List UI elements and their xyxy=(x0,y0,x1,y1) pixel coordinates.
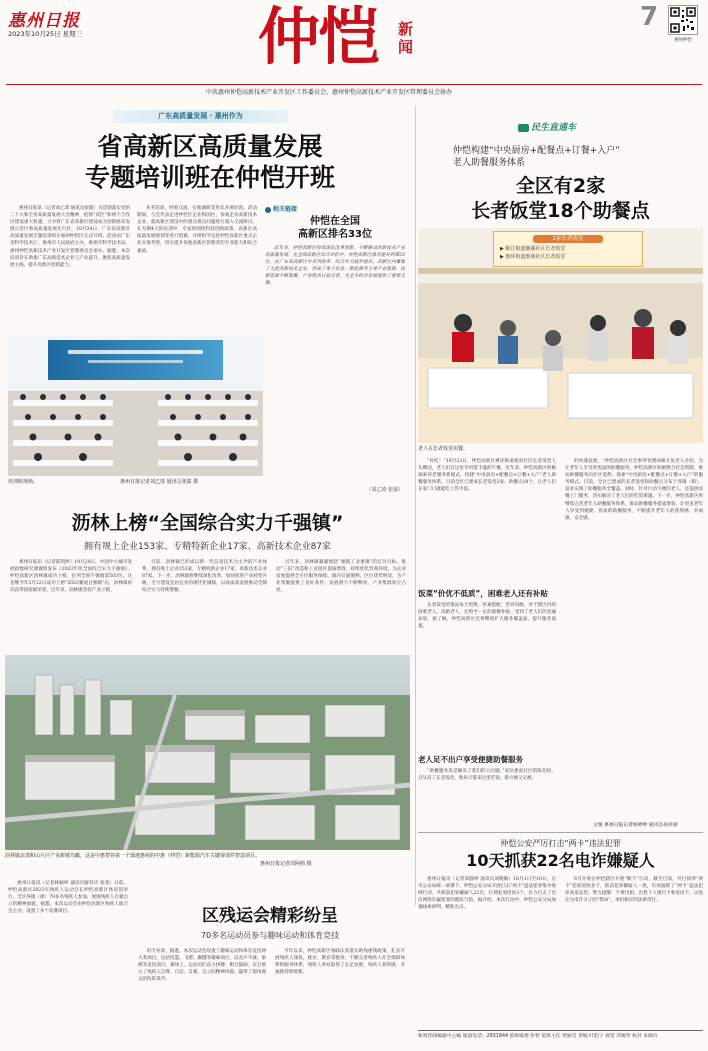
canteen-sign-title: 2家长者饭堂 xyxy=(533,235,603,243)
story-sports-meet xyxy=(0,880,415,1040)
sports-body-3: 今年以来，仲恺高新区残联认真落实助残惠残政策，扎实开展残疾人康复、就业、教育等服务，不断完善残疾人社会保障体系和服务体系，残疾人事业取得了长足发展，残疾人获得感、幸福感持续增强。 xyxy=(275,949,405,976)
story-training-class xyxy=(0,106,415,501)
canteen-headline-2: 长者饭堂18个助餐点 xyxy=(471,200,650,222)
info-icon xyxy=(265,207,271,213)
canteen-col-1 xyxy=(418,458,556,838)
police-body-1: 惠州日报讯（记者邱静婷 通讯员刘晓敏）10月1日至10日，在市公安局统一部署下，仲恺公安分局开展打击“两卡”违法犯罪集中收网行动，共抓获犯罪嫌疑人22名，打掉犯罪团伙3个，有力打击了电信网络诈骗犯罪的嚣张气焰。据介绍，本次行动中，仲恺公安分局加强线索研判，精准出击。 xyxy=(418,877,556,911)
issue-date: 2023年10月25日 星期三 xyxy=(8,30,83,38)
related-label-text: 相关链接 xyxy=(273,206,298,213)
lilin-body-1: 惠州日报讯（记者陈凯婷）10月20日，中国中小城市发展指数研究课题组发布《2023年度全国综合实力千强镇》，仲恺高新区沥林镇成功上榜，位列全国千强镇第503位。这是继今年3月22日成功上榜“2023赛迪百强镇”后，沥林镇再次获得国家级荣誉。近年来，沥林镇坚持产业立镇。 xyxy=(10,560,132,594)
story-tag xyxy=(113,110,288,123)
lilin-photo-credit: 惠州日报记者周阿萌 摄 xyxy=(260,861,312,867)
lilin-body-3: 近年来，沥林镇紧紧围绕“强镇工业重镇”的定位目标，推动“三旧”改造和工业园区提质增效，持续优化营商环境，为企业发展提供全方位服务保障。镇内交通便利，区位优势明显，为产业集聚提供了良好条件，发展潜力不断释放，产业集群效应凸显。 xyxy=(276,560,406,594)
subtitle-char-1: 新 xyxy=(398,20,414,38)
canteen-col-1-body: “好吃！”10月23日，仲恺高新区惠环街道惠南社区长者饭堂人头攒动，老人们在这里享用着丰盛的午餐。近年来，仲恺高新区积极探索养老服务新模式，构建“中央厨房+配餐点+订餐+入户”老人助餐服务体系，目前全区已建成长者饭堂2家、助餐点18个，让老人们在家门口就能吃上热乎饭。 xyxy=(418,459,556,493)
column-divider xyxy=(415,106,416,906)
canteen-sign xyxy=(493,231,643,267)
livelihood-logo-text: 民生直通车 xyxy=(531,123,577,133)
canteen-prehead-1: 仲恺构建“中央厨房+配餐点+订餐+入户” xyxy=(453,146,620,156)
canteen-prehead-2: 老人助餐服务体系 xyxy=(453,158,526,168)
canteen-col-1-body-3: “助餐服务真是解决了我们的大问题。”家住惠南社区的陈伯说，自从有了长者饭堂，他每天都来这里吃饭，既方便又实惠。 xyxy=(418,769,556,782)
qr-code-icon[interactable] xyxy=(668,5,698,35)
training-photo xyxy=(8,336,263,476)
canteen-col-1-body-2: 长者饭堂的菜品每天更换，荤素搭配，营养均衡。对于辖区内的困难老人、高龄老人，还给予一定的就餐补贴，受到了老人们的普遍欢迎。据了解，仲恺高新区还将继续扩大服务覆盖面，提升服务质量。 xyxy=(418,603,556,630)
related-title-2: 高新区排名33位 xyxy=(298,229,372,240)
story-headline-line2: 专题培训班在仲恺开班 xyxy=(84,163,335,192)
related-author: （刘乙琦 张镭） xyxy=(366,487,403,493)
lilin-subhead: 拥有规上企业153家、专精特新企业17家、高新技术企业87家 xyxy=(83,542,332,552)
story-elderly-canteen xyxy=(418,106,708,841)
related-title-1: 仲恺在全国 xyxy=(310,216,360,227)
canteen-sign-item-1: ▶ 陈江街道静湖社区长者饭堂 xyxy=(500,246,566,252)
footer-rule xyxy=(418,1030,703,1031)
police-headline: 10天抓获22名电诈嫌疑人 xyxy=(466,851,655,870)
sports-body-1: 惠州日报讯（记者林颖婷 通讯员廖育玲 张斐）日前，仲恺高新区2023年残疾人运动会在仲恺高新区体育馆举行，全区各镇（街）70多名残疾人参加，展现残疾人自强自立的精神面貌。据悉，本次运动会由仲恺高新区残疾人联合会主办，设置了多个竞赛项目。 xyxy=(8,881,128,915)
related-label xyxy=(265,204,297,213)
lilin-photo-caption: 沥林镇北部和山片区产业新城鸟瞰，这是中惠智谷第一个落地惠州的中惠（仲恺）新能源汽车关键零部件智造项目。 xyxy=(5,853,261,859)
canteen-sign-item-2: ▶ 惠环街道惠南社区长者饭堂 xyxy=(500,254,566,260)
story-body-middle: 业务培训，经验交流，实地调研等形式开展培训。活动期间，与会代表走进仲恺区企业和园区，参观走访高新技术企业，就高新区建设中的重点难点问题进行深入交流研讨。在为期4天的培训中，专家将围绕科技创新政策、高新区高质量发展规划等进行授课，并组织学员赴仲恺高新区重点企业实地考察，切实提升各地高新区管理者的专业能力和综合素质。 xyxy=(137,206,257,254)
paper-name: 惠州日报 xyxy=(8,11,80,31)
canteen-credit: 文图 惠州日报记者杨婷婷 通讯员孙泽梁 xyxy=(593,823,678,828)
police-top-rule xyxy=(418,832,703,833)
sports-body-2: 的专业训，据悉，本次运动会设置了趣味运动和体育竞技两大类项目，包括投篮、飞镖、踢毽等趣味项目，以及乒乓球、象棋等竞技项目。赛场上，运动员们奋力拼搏、相互鼓励，充分展示了残疾人自尊、自信、自强、自立的精神风貌，赢得了现场观众的阵阵掌声。 xyxy=(138,949,266,983)
sports-subhead: 70多名运动员参与趣味运动和体育竞技 xyxy=(200,931,340,940)
canteen-col-2: 的快速发展，“仲恺高新区社会事务管理局相关负责人介绍，为让老年人享受更优质的助餐服务，仲恺高新区积极整合社会资源，推动助餐服务向社区延伸，探索“中央厨房+配餐点+订餐+入户”的服务模式。目前，全区已建成的长者饭堂和助餐点分布于各镇（街），基本实现了助餐服务全覆盖。同时，针对行动不便的老人，还提供送餐上门服务，切实解决了老人们的吃饭难题。下一步，仲恺高新区将继续完善老年人助餐服务体系，推动助餐服务提质增效，让更多老年人享受到便捷、优质的助餐服务，不断提升老年人的获得感、幸福感、安全感。 xyxy=(565,459,703,521)
story-tag-text: 广东高质量发展 · 惠州作为 xyxy=(158,112,243,120)
masthead xyxy=(0,0,708,96)
story-body-left: 惠州日报讯（记者刘乙琦 通讯员张镭）为贯彻落实党的二十大和全省高质量发展大会精神，抢抓“双区”和两个合作区建设重大机遇，力争将广东省高新区建设成为创新驱动发展示范区和高质量发展先行区，10月24日，广东省高新区高质量发展专题培训班在惠州仲恺区正式开班。活动由广东省科学技术厅、惠州市人民政府主办，惠州市科学技术局、惠州仲恺高新技术产业开发区管理委员会承办。据悉，本次培训旨在助推广东高新技术企业与产业提升，聚焦高质量发展主线，提升高新区创新能力。 xyxy=(10,206,130,268)
canteen-subhead-1: 饭菜“价优不低质”，困难老人还有补贴 xyxy=(418,589,548,598)
sports-headline: 区残运会精彩纷呈 xyxy=(202,906,338,926)
section-title: 仲恺 xyxy=(258,0,379,73)
footer-credits: 新闻热线编辑中心编 版面电话：2831844 值班编委 彭智 值班主任 贾丽音 责编 叶韵子 视觉 苏婉琴 校对 朱晓玲 xyxy=(418,1034,658,1039)
livelihood-logo xyxy=(518,120,576,133)
lilin-headline: 沥林上榜“全国综合实力千强镇” xyxy=(71,512,344,534)
lilin-body-2: 目前，沥林镇已形成以新一代信息技术为主导的产业体系，拥有规上企业153家，专精特新企业17家，高新技术企业87家。下一步，沥林镇将继续深化改革，加快推进产业转型升级，全力建设宜居宜业的现代化城镇，以高质量发展推动全镇综合实力持续增强。 xyxy=(142,560,267,594)
story-lilin xyxy=(0,505,415,890)
related-body: 近年来，仲恺高新区持续深化改革创新，不断推动高新技术产业高质量发展。在全国高新区综合评价中，仲恺高新区排名提升到第33位，在广东省高新区中名列前茅，综合实力稳步提升。高新区内聚集了大批高新技术企业，形成了电子信息、新能源等主导产业集群，创新资源不断集聚，产业链条日益完善，为全市经济发展提供了重要支撑。 xyxy=(265,246,405,287)
sponsor-line: 中共惠州仲恺高新技术产业开发区工作委员会、惠州仲恺高新技术产业开发区管理委员会协办 xyxy=(206,89,453,96)
police-body-2: 6月开始在仲恺辖区开展“断卡”行动，截至目前，共打掉涉“两卡”犯罪团伙多个，抓获犯罪嫌疑人一批，有效遏制了“两卡”违法犯罪高发态势。警方提醒：不要出租、出售个人银行卡和电话卡，以免沦为电诈分子的“帮凶”，承担相应的法律责任。 xyxy=(565,877,703,904)
canteen-photo xyxy=(418,228,703,443)
police-prehead: 仲恺公安严厉打击“两卡”违法犯罪 xyxy=(500,839,621,848)
masthead-rule xyxy=(6,84,702,85)
bus-icon xyxy=(518,124,529,132)
qr-caption: 惠州仲恺 xyxy=(674,38,692,43)
canteen-photo-caption: 老人在长者饭堂用餐。 xyxy=(418,446,469,452)
canteen-subhead-2: 老人足不出户享受便捷助餐服务 xyxy=(418,755,523,764)
lilin-aerial-photo xyxy=(5,655,410,850)
page-number: 7 xyxy=(640,2,659,32)
subtitle-char-2: 闻 xyxy=(398,38,414,56)
story-police xyxy=(418,832,708,1027)
story-headline-line1: 省高新区高质量发展 xyxy=(97,132,323,161)
training-photo-credit: 惠州日报记者刘乙琦 通讯员张镭 摄 xyxy=(120,479,199,485)
section-subtitle xyxy=(398,20,420,56)
related-box xyxy=(265,202,405,497)
training-photo-caption: 培训班现场。 xyxy=(8,479,39,485)
canteen-headline-1: 全区有2家 xyxy=(515,175,606,197)
